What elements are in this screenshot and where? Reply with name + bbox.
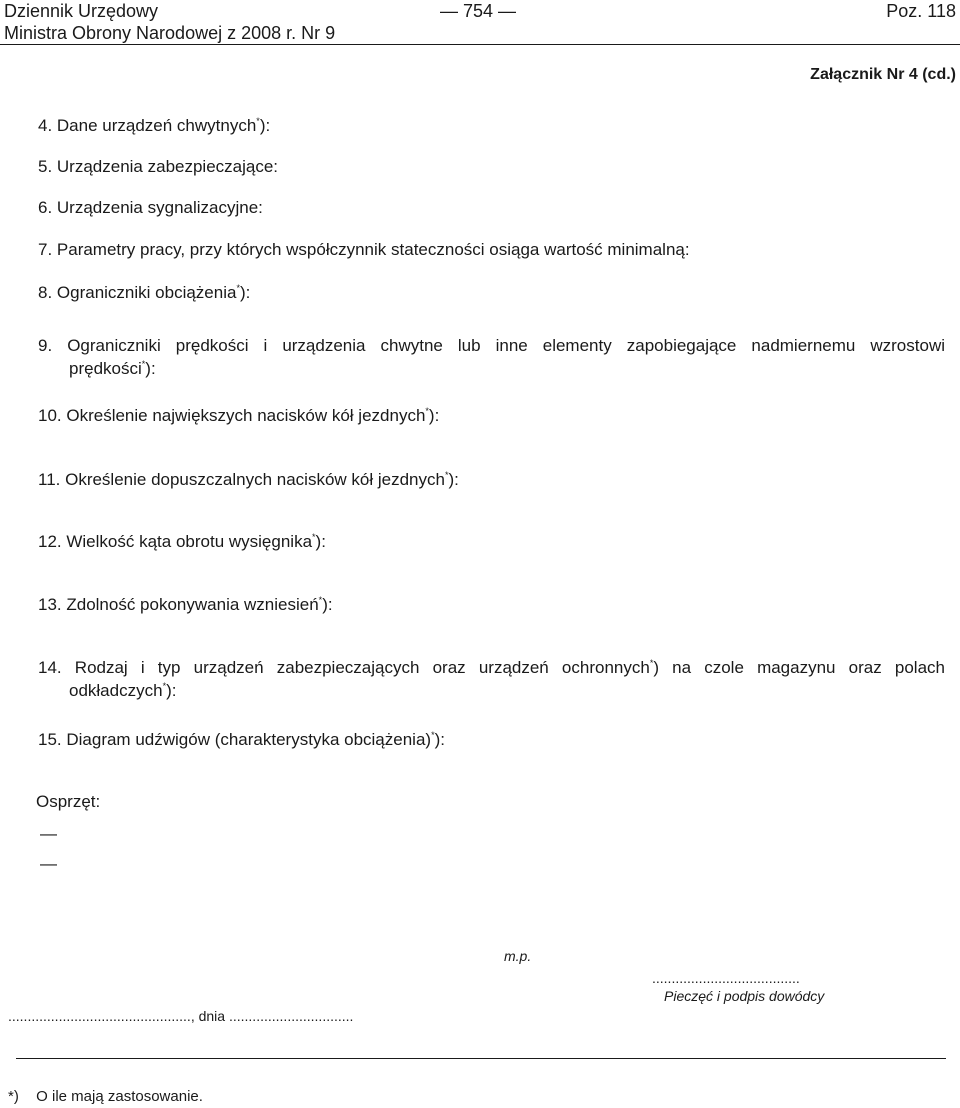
place-dots: ...............................................	[8, 1008, 191, 1024]
item-4: 4. Dane urządzeń chwytnych*):	[38, 116, 271, 135]
item-13: 13. Zdolność pokonywania wzniesień*):	[38, 595, 333, 614]
footnote	[8, 1088, 203, 1105]
item-12: 12. Wielkość kąta obrotu wysięgnika*):	[38, 532, 326, 551]
annex-label: Załącznik Nr 4 (cd.)	[810, 66, 956, 83]
osprzet-dash-2: —	[40, 854, 57, 873]
item-10: 10. Określenie największych nacisków kół jezdnych*):	[38, 406, 440, 425]
item-6: 6. Urządzenia sygnalizacyjne:	[38, 198, 263, 217]
osprzet-label: Osprzęt:	[36, 792, 101, 811]
item-14: 14. Rodzaj i typ urządzeń zabezpieczających oraz urządzeń ochronnych*) na czole magazynu oraz polach odkładczych*):	[38, 658, 945, 700]
signature-label: Pieczęć i podpis dowódcy	[664, 988, 825, 1004]
date-dots: ................................	[228, 1008, 354, 1024]
footnote-text: O ile mają zastosowanie.	[36, 1088, 203, 1105]
item-8: 8. Ograniczniki obciążenia*):	[38, 283, 251, 302]
date-separator: , dnia	[190, 1008, 226, 1024]
footnote-mark: *)	[8, 1088, 19, 1105]
signature-line: ......................................	[652, 970, 800, 986]
position-number: Poz. 118	[886, 1, 956, 21]
place-date-line	[8, 1008, 353, 1024]
footnote-divider	[16, 1058, 946, 1059]
item-9: 9. Ograniczniki prędkości i urządzenia chwytne lub inne elementy zapobiegające nadmiernemu wzrostowi prędkości*):	[38, 336, 945, 378]
header-divider	[0, 44, 960, 45]
item-5: 5. Urządzenia zabezpieczające:	[38, 157, 279, 176]
osprzet-dash-1: —	[40, 824, 57, 843]
journal-title: Dziennik Urzędowy	[4, 1, 159, 21]
item-7: 7. Parametry pracy, przy których współczynnik stateczności osiąga wartość minimalną:	[38, 240, 690, 259]
header-journal-block	[4, 0, 335, 44]
page-number: — 754 —	[440, 1, 517, 21]
ministry-title: Ministra Obrony Narodowej z 2008 r. Nr 9	[4, 23, 336, 43]
item-15: 15. Diagram udźwigów (charakterystyka obciążenia)*):	[38, 730, 445, 749]
item-11: 11. Określenie dopuszczalnych nacisków kół jezdnych*):	[38, 470, 459, 489]
stamp-label: m.p.	[504, 948, 532, 964]
